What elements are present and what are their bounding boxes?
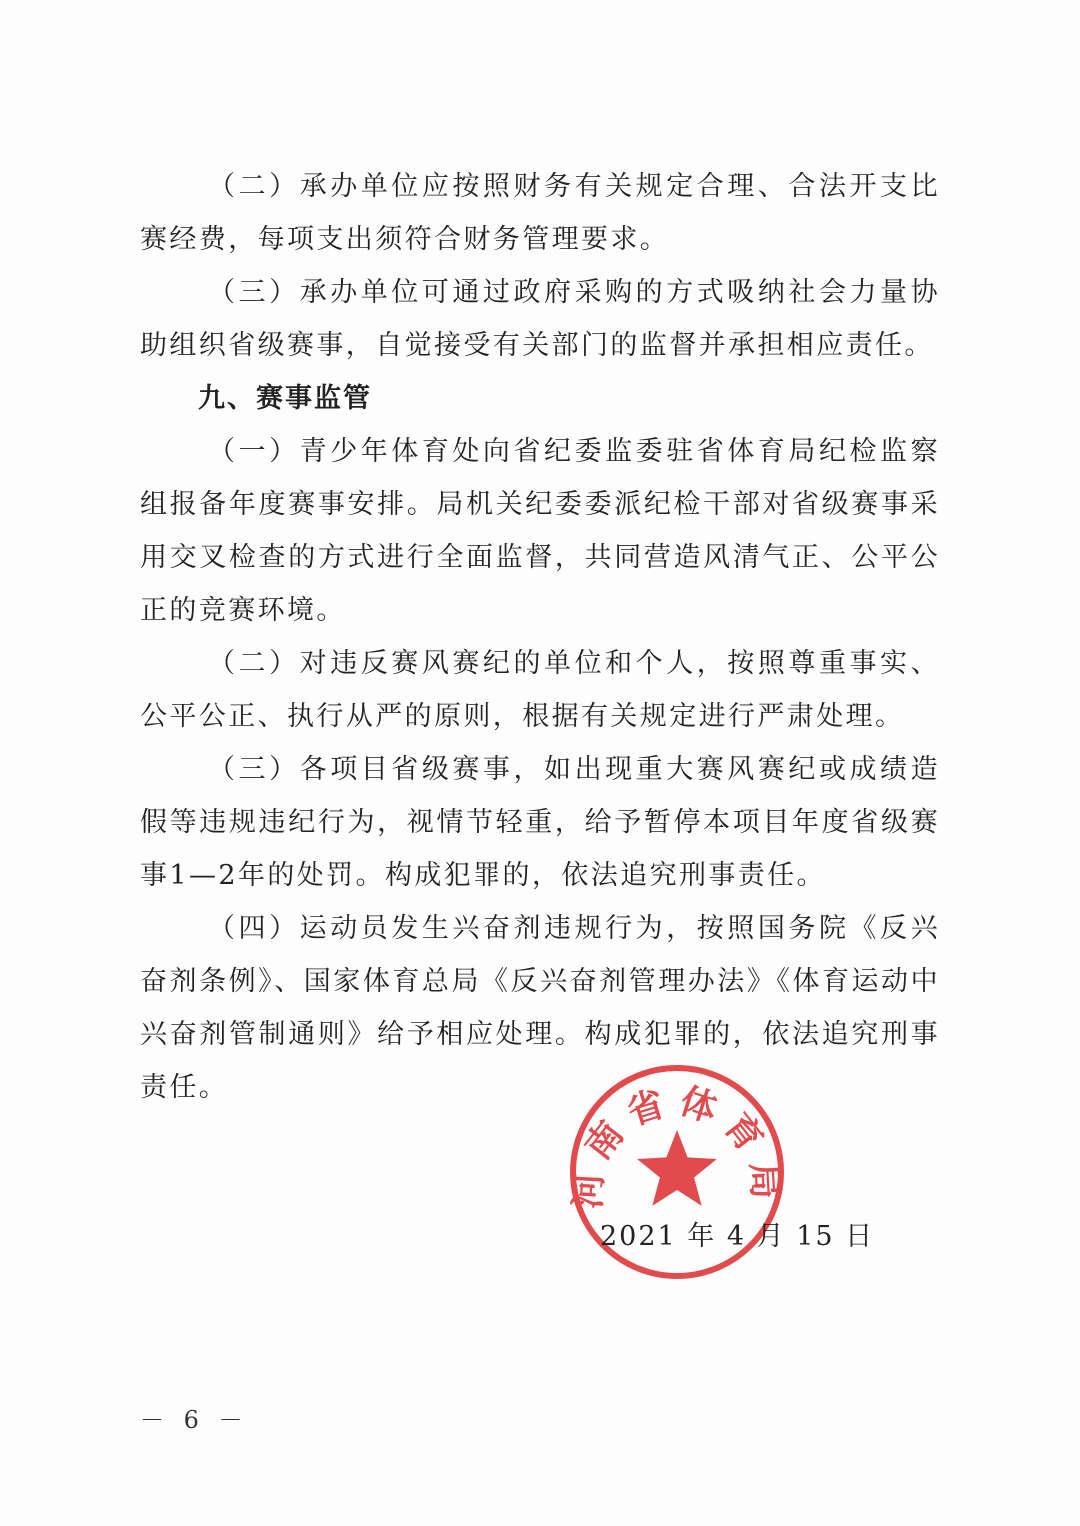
paragraph-8-3: （三）承办单位可通过政府采购的方式吸纳社会力量协助组织省级赛事，自觉接受有关部门的监督并承担相应责任。 xyxy=(140,277,940,361)
paragraph-9-3: （三）各项目省级赛事，如出现重大赛风赛纪或成绩造假等违规违纪行为，视情节轻重，给予暂停本项目年度省级赛事1—2年的处罚。构成犯罪的，依法追究刑事责任。 xyxy=(140,754,940,891)
star-icon xyxy=(637,1130,717,1206)
paragraph-9-1: （一）青少年体育处向省纪委监委驻省体育局纪检监察组报备年度赛事安排。局机关纪委委派纪检干部对省级赛事采用交叉检查的方式进行全面监督，共同营造风清气正、公平公正的竞赛环境。 xyxy=(140,436,940,626)
section-heading-9: 九、赛事监管 xyxy=(198,383,372,414)
document-date: 2021 年 4 月 15 日 xyxy=(600,1221,875,1252)
document-body xyxy=(140,160,940,1114)
paragraph-8-2: （二）承办单位应按照财务有关规定合理、合法开支比赛经费，每项支出须符合财务管理要求。 xyxy=(140,171,940,255)
page-number: － 6 － xyxy=(140,1406,249,1434)
seal-text-path: 河南省体育局 xyxy=(567,1080,787,1210)
paragraph-9-4: （四）运动员发生兴奋剂违规行为，按照国务院《反兴奋剂条例》、国家体育总局《反兴奋剂管理办法》《体育运动中兴奋剂管制通则》给予相应处理。构成犯罪的，依法追究刑事责任。 xyxy=(140,913,940,1103)
paragraph-9-2: （二）对违反赛风赛纪的单位和个人，按照尊重事实、公平公正、执行从严的原则，根据有关规定进行严肃处理。 xyxy=(140,648,940,732)
